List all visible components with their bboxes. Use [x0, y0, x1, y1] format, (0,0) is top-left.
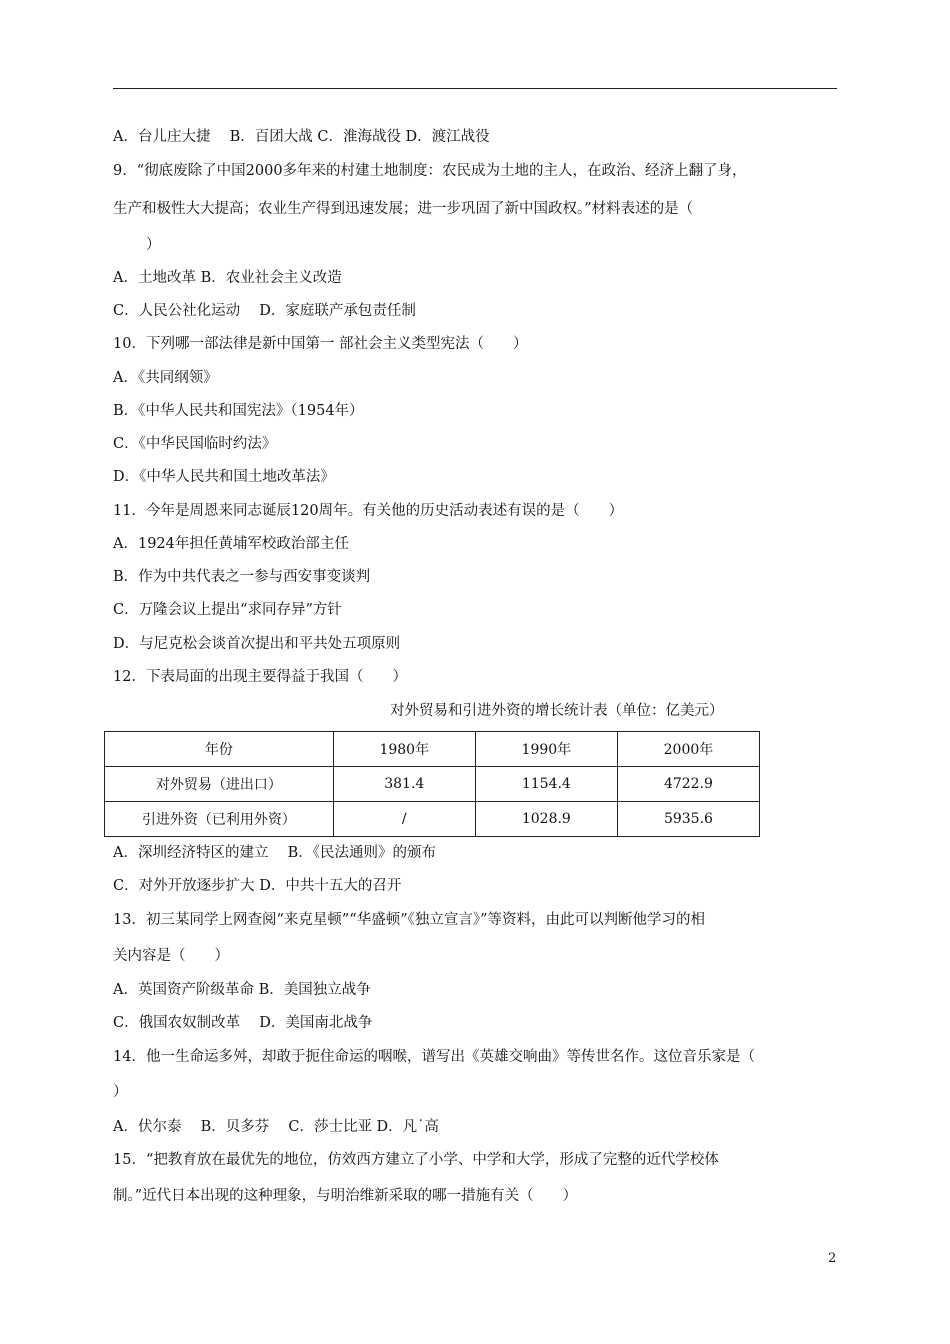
q11-stem: 11．今年是周恩来同志诞辰120周年。有关他的历史活动表述有误的是（ ）	[113, 503, 624, 519]
q8-options: A．台儿庄大捷 B．百团大战 C．淮海战役 D．渡江战役	[113, 129, 490, 145]
q10-option-b: B．《中华人民共和国宪法》（1954年）	[113, 403, 364, 419]
q15-stem-line1: 15．“把教育放在最优先的地位，仿效西方建立了小学、中学和大学，形成了完整的近代学校体	[113, 1152, 719, 1168]
q10-stem: 10．下列哪一部法律是新中国第一 部社会主义类型宪法（ ）	[113, 336, 528, 352]
q9-stem-line1: 9．“彻底废除了中国2000多年来的村建土地制度：农民成为土地的主人，在政治、经济上翻了身，	[113, 163, 747, 179]
q14-options: A．伏尔泰 B．贝多芬 C．莎士比亚 D．凡˙高	[113, 1119, 439, 1135]
header-cell: 1980年	[333, 732, 475, 767]
q13-stem-line2: 关内容是（ ）	[113, 948, 229, 964]
q13-options-cd: C．俄国农奴制改革 D．美国南北战争	[113, 1015, 373, 1031]
q14-stem-line2: ）	[113, 1084, 128, 1100]
q12-options-ab: A．深圳经济特区的建立 B．《民法通则》的颁布	[113, 845, 436, 861]
stats-table	[104, 731, 760, 837]
q9-stem-line3: ）	[146, 237, 161, 253]
q12-options-cd: C．对外开放逐步扩大 D．中共十五大的召开	[113, 878, 402, 894]
table-header-row	[105, 732, 760, 767]
q10-option-c: C．《中华民国临时约法》	[113, 436, 277, 452]
table-cell: /	[333, 802, 475, 837]
q10-option-d: D．《中华人民共和国土地改革法》	[113, 469, 335, 485]
q13-options-ab: A．英国资产阶级革命 B．美国独立战争	[113, 982, 371, 998]
page-number: 2	[828, 1251, 837, 1266]
table-cell: 对外贸易（进出口）	[105, 767, 334, 802]
header-cell: 年份	[105, 732, 334, 767]
table-row	[105, 767, 760, 802]
table-cell: 4722.9	[617, 767, 759, 802]
q9-stem-line2: 生产和极性大大提高；农业生产得到迅速发展；进一步巩固了新中国政权。”材料表述的是（	[113, 201, 694, 217]
q14-stem-line1: 14．他一生命运多舛，却敢于扼住命运的咽喉，谱写出《英雄交响曲》等传世名作。这位音乐家是（	[113, 1049, 755, 1065]
table-cell: 381.4	[333, 767, 475, 802]
q13-stem-line1: 13．初三某同学上网查阅“来克星顿”“华盛顿”《独立宣言》”等资料，由此可以判断他学习的相	[113, 912, 706, 928]
table-row	[105, 802, 760, 837]
q11-option-d: D．与尼克松会谈首次提出和平共处五项原则	[113, 636, 401, 652]
table-cell: 引进外资（已利用外资）	[105, 802, 334, 837]
q9-options-cd: C．人民公社化运动 D．家庭联产承包责任制	[113, 303, 416, 319]
q11-option-b: B．作为中共代表之一参与西安事变谈判	[113, 569, 371, 585]
table-caption: 对外贸易和引进外资的增长统计表（单位：亿美元）	[390, 703, 724, 719]
q12-stem: 12．下表局面的出现主要得益于我国（ ）	[113, 669, 407, 685]
q15-stem-line2: 制。”近代日本出现的这种理象，与明治维新采取的哪一措施有关（ ）	[113, 1188, 578, 1204]
q11-option-a: A．1924年担任黄埔军校政治部主任	[113, 536, 349, 552]
q11-option-c: C．万隆会议上提出“求同存异”方针	[113, 602, 342, 618]
table-cell: 1028.9	[475, 802, 617, 837]
table-cell: 5935.6	[617, 802, 759, 837]
header-rule	[113, 88, 837, 89]
q9-options-ab: A．土地改革 B．农业社会主义改造	[113, 270, 342, 286]
table-cell: 1154.4	[475, 767, 617, 802]
q10-option-a: A．《共同纲领》	[113, 370, 218, 386]
header-cell: 2000年	[617, 732, 759, 767]
header-cell: 1990年	[475, 732, 617, 767]
